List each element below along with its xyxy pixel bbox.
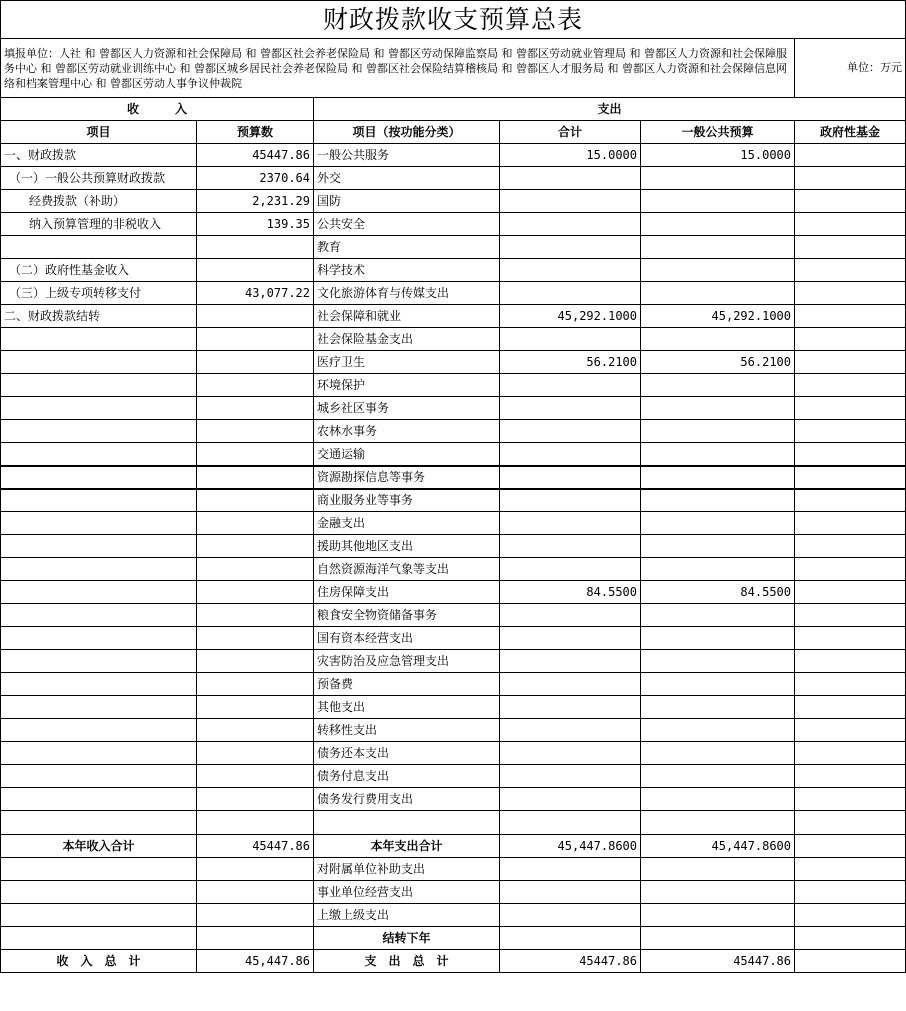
- carry-fund: [795, 927, 906, 950]
- table-row: [1, 420, 906, 443]
- expense-fund: [795, 858, 906, 881]
- expense-total: [500, 397, 641, 420]
- table-row: [1, 213, 906, 236]
- income-value: [197, 351, 314, 374]
- year-expense-general: 45,447.8600: [641, 835, 795, 858]
- expense-general: [641, 489, 795, 512]
- expense-fund: [795, 259, 906, 282]
- expense-fund: [795, 627, 906, 650]
- expense-general: [641, 696, 795, 719]
- table-row: [1, 305, 906, 328]
- expense-general: [641, 443, 795, 466]
- expense-total: [500, 167, 641, 190]
- expense-fund: [795, 581, 906, 604]
- expense-item: 其他支出: [314, 696, 500, 719]
- table-row: [1, 535, 906, 558]
- expense-fund: [795, 650, 906, 673]
- expense-item: 上缴上级支出: [314, 904, 500, 927]
- income-value: [197, 466, 314, 489]
- expense-total: [500, 282, 641, 305]
- expense-item: 资源勘探信息等事务: [314, 466, 500, 489]
- income-value: [197, 604, 314, 627]
- income-item: 二、财政拨款结转: [1, 305, 197, 328]
- expense-general: [641, 259, 795, 282]
- table-row: [1, 512, 906, 535]
- income-item: [1, 397, 197, 420]
- empty-cell: [197, 881, 314, 904]
- page-title: 财政拨款收支预算总表: [1, 1, 906, 39]
- tail-row: [1, 858, 906, 881]
- tail-row: [1, 904, 906, 927]
- expense-item: 科学技术: [314, 259, 500, 282]
- income-value: [197, 742, 314, 765]
- year-income-label: 本年收入合计: [1, 835, 197, 858]
- income-item: [1, 420, 197, 443]
- col-budget-header: 预算数: [197, 121, 314, 144]
- expense-fund: [795, 236, 906, 259]
- income-item: （二）政府性基金收入: [1, 259, 197, 282]
- empty-cell: [314, 811, 500, 835]
- table-row: [1, 397, 906, 420]
- expense-fund: [795, 788, 906, 811]
- income-item: 一、财政拨款: [1, 144, 197, 167]
- unit-row: [1, 39, 906, 98]
- table-row: [1, 167, 906, 190]
- expense-item: 教育: [314, 236, 500, 259]
- income-value: [197, 581, 314, 604]
- expense-item: 转移性支出: [314, 719, 500, 742]
- expense-fund: [795, 512, 906, 535]
- expense-total: [500, 213, 641, 236]
- expense-fund: [795, 351, 906, 374]
- expense-general: [641, 466, 795, 489]
- expense-general: [641, 858, 795, 881]
- expense-item: 农林水事务: [314, 420, 500, 443]
- expense-fund: [795, 765, 906, 788]
- expense-fund: [795, 604, 906, 627]
- income-item: [1, 558, 197, 581]
- expense-fund: [795, 397, 906, 420]
- expense-total: [500, 558, 641, 581]
- table-row: [1, 236, 906, 259]
- expense-total: [500, 420, 641, 443]
- expense-general: 56.2100: [641, 351, 795, 374]
- expense-total: [500, 489, 641, 512]
- income-value: [197, 673, 314, 696]
- expense-fund: [795, 904, 906, 927]
- year-expense-label: 本年支出合计: [314, 835, 500, 858]
- income-value: [197, 788, 314, 811]
- expense-total: [500, 190, 641, 213]
- table-row: [1, 282, 906, 305]
- expense-total: [500, 535, 641, 558]
- expense-fund: [795, 466, 906, 489]
- expense-general: [641, 604, 795, 627]
- expense-general: [641, 719, 795, 742]
- expense-total: [500, 765, 641, 788]
- income-item: [1, 604, 197, 627]
- empty-cell: [197, 811, 314, 835]
- income-item: [1, 466, 197, 489]
- expense-item: 金融支出: [314, 512, 500, 535]
- expense-fund: [795, 742, 906, 765]
- expense-total: [500, 742, 641, 765]
- table-row: [1, 328, 906, 351]
- income-item: [1, 650, 197, 673]
- expense-item: 公共安全: [314, 213, 500, 236]
- income-item: [1, 765, 197, 788]
- expense-general: 15.0000: [641, 144, 795, 167]
- income-value: 2,231.29: [197, 190, 314, 213]
- year-total-row: [1, 835, 906, 858]
- table-row: [1, 788, 906, 811]
- income-value: [197, 535, 314, 558]
- expense-fund: [795, 881, 906, 904]
- expense-general: [641, 420, 795, 443]
- expense-item: 灾害防治及应急管理支出: [314, 650, 500, 673]
- expense-item: 社会保险基金支出: [314, 328, 500, 351]
- expense-general: [641, 190, 795, 213]
- income-value: [197, 512, 314, 535]
- expense-total: 84.5500: [500, 581, 641, 604]
- table-row: [1, 374, 906, 397]
- income-value: [197, 259, 314, 282]
- empty-cell: [1, 927, 197, 950]
- expense-fund: [795, 213, 906, 236]
- expense-general: [641, 535, 795, 558]
- expense-item: 文化旅游体育与传媒支出: [314, 282, 500, 305]
- expense-item: 粮食安全物资储备事务: [314, 604, 500, 627]
- table-row: [1, 742, 906, 765]
- income-value: [197, 443, 314, 466]
- section-header-row: [1, 98, 906, 121]
- income-item: [1, 236, 197, 259]
- expense-item: 社会保障和就业: [314, 305, 500, 328]
- income-value: 43,077.22: [197, 282, 314, 305]
- table-row: [1, 351, 906, 374]
- income-value: 2370.64: [197, 167, 314, 190]
- year-expense-total: 45,447.8600: [500, 835, 641, 858]
- expense-general: [641, 328, 795, 351]
- income-value: 45447.86: [197, 144, 314, 167]
- expense-general: [641, 627, 795, 650]
- empty-cell: [1, 858, 197, 881]
- table-row: [1, 696, 906, 719]
- tail-row: [1, 881, 906, 904]
- table-row: [1, 627, 906, 650]
- income-value: [197, 236, 314, 259]
- empty-cell: [500, 811, 641, 835]
- table-row: [1, 765, 906, 788]
- expense-total: [500, 788, 641, 811]
- expense-fund: [795, 420, 906, 443]
- expense-general: [641, 558, 795, 581]
- expense-general: [641, 213, 795, 236]
- income-value: [197, 328, 314, 351]
- income-value: [197, 719, 314, 742]
- expense-grand-general: 45447.86: [641, 950, 795, 973]
- empty-cell: [197, 927, 314, 950]
- income-value: 139.35: [197, 213, 314, 236]
- expense-fund: [795, 282, 906, 305]
- expense-fund: [795, 719, 906, 742]
- carry-general: [641, 927, 795, 950]
- table-row: [1, 719, 906, 742]
- empty-cell: [1, 881, 197, 904]
- carry-row: [1, 927, 906, 950]
- expense-item: 医疗卫生: [314, 351, 500, 374]
- expense-item: 援助其他地区支出: [314, 535, 500, 558]
- expense-general: [641, 282, 795, 305]
- expense-item: 一般公共服务: [314, 144, 500, 167]
- empty-cell: [197, 858, 314, 881]
- expense-fund: [795, 443, 906, 466]
- expense-item: 住房保障支出: [314, 581, 500, 604]
- income-value: [197, 558, 314, 581]
- expense-item: 债务还本支出: [314, 742, 500, 765]
- expense-total: [500, 696, 641, 719]
- expense-total: [500, 604, 641, 627]
- expense-general: [641, 650, 795, 673]
- expense-total: [500, 627, 641, 650]
- expense-grand-fund: [795, 950, 906, 973]
- table-row: [1, 558, 906, 581]
- expense-total: [500, 673, 641, 696]
- expense-general: [641, 673, 795, 696]
- col-general-header: 一般公共预算: [641, 121, 795, 144]
- expense-total: [500, 374, 641, 397]
- col-item-header: 项目: [1, 121, 197, 144]
- expense-total: [500, 443, 641, 466]
- expense-total: [500, 512, 641, 535]
- income-item: （一）一般公共预算财政拨款: [1, 167, 197, 190]
- expense-item: 国防: [314, 190, 500, 213]
- expense-total: [500, 328, 641, 351]
- table-row: [1, 581, 906, 604]
- income-value: [197, 489, 314, 512]
- expense-general: [641, 788, 795, 811]
- carry-label: 结转下年: [314, 927, 500, 950]
- income-item: [1, 719, 197, 742]
- expense-fund: [795, 535, 906, 558]
- income-total-label: 收 入 总 计: [1, 950, 197, 973]
- income-item: 纳入预算管理的非税收入: [1, 213, 197, 236]
- year-income-value: 45447.86: [197, 835, 314, 858]
- table-row: [1, 673, 906, 696]
- expense-item: 商业服务业等事务: [314, 489, 500, 512]
- expense-total: [500, 719, 641, 742]
- expense-total: [500, 650, 641, 673]
- empty-cell: [197, 904, 314, 927]
- income-item: [1, 489, 197, 512]
- income-total-value: 45,447.86: [197, 950, 314, 973]
- title-row: [1, 1, 906, 39]
- expense-fund: [795, 167, 906, 190]
- income-value: [197, 305, 314, 328]
- year-expense-fund: [795, 835, 906, 858]
- income-item: [1, 374, 197, 397]
- empty-cell: [641, 811, 795, 835]
- income-item: （三）上级专项转移支付: [1, 282, 197, 305]
- expense-general: [641, 397, 795, 420]
- expense-total: 45,292.1000: [500, 305, 641, 328]
- income-item: [1, 696, 197, 719]
- expense-total: [500, 904, 641, 927]
- income-item: [1, 443, 197, 466]
- unit-label: 单位：万元: [795, 39, 906, 98]
- expense-item: 预备费: [314, 673, 500, 696]
- income-value: [197, 696, 314, 719]
- expense-total: 56.2100: [500, 351, 641, 374]
- income-item: [1, 742, 197, 765]
- expense-total: [500, 236, 641, 259]
- expense-total: [500, 259, 641, 282]
- col-fund-header: 政府性基金: [795, 121, 906, 144]
- income-item: [1, 328, 197, 351]
- income-item: [1, 627, 197, 650]
- income-item: [1, 512, 197, 535]
- income-value: [197, 397, 314, 420]
- empty-cell: [1, 811, 197, 835]
- expense-grand-total: 45447.86: [500, 950, 641, 973]
- expense-general: [641, 167, 795, 190]
- expense-fund: [795, 144, 906, 167]
- expense-fund: [795, 558, 906, 581]
- expense-item: 自然资源海洋气象等支出: [314, 558, 500, 581]
- expense-header: 支出: [314, 98, 906, 121]
- table-row: [1, 489, 906, 512]
- expense-item: 环境保护: [314, 374, 500, 397]
- col-func-header: 项目（按功能分类）: [314, 121, 500, 144]
- expense-general: [641, 881, 795, 904]
- expense-general: [641, 236, 795, 259]
- expense-total: [500, 881, 641, 904]
- income-item: [1, 673, 197, 696]
- expense-general: [641, 904, 795, 927]
- expense-total: [500, 858, 641, 881]
- expense-general: 84.5500: [641, 581, 795, 604]
- income-item: [1, 788, 197, 811]
- col-total-header: 合计: [500, 121, 641, 144]
- income-value: [197, 374, 314, 397]
- empty-cell: [795, 811, 906, 835]
- income-value: [197, 627, 314, 650]
- table-row: [1, 144, 906, 167]
- expense-total: [500, 466, 641, 489]
- expense-general: [641, 512, 795, 535]
- expense-fund: [795, 489, 906, 512]
- column-header-row: [1, 121, 906, 144]
- expense-item: 事业单位经营支出: [314, 881, 500, 904]
- expense-fund: [795, 696, 906, 719]
- expense-general: [641, 742, 795, 765]
- expense-fund: [795, 305, 906, 328]
- expense-item: 债务付息支出: [314, 765, 500, 788]
- income-value: [197, 765, 314, 788]
- filing-unit: 填报单位：人社 和 曾都区人力资源和社会保障局 和 曾都区社会养老保险局 和 曾都区劳动保障监察局 和 曾都区劳动就业管理局 和 曾都区人力资源和社会保障服务中心 和 曾都区劳动就业训练中心 和 曾都区城乡居民社会养老保险局 和 曾都区社会保险结算稽核局 和 曾都区人才服务局 和 曾都区人力资源和社会保障信息网络和档案管理中心 和 曾都区劳动人事争议仲裁院: [1, 39, 795, 98]
- expense-item: 交通运输: [314, 443, 500, 466]
- expense-total: 15.0000: [500, 144, 641, 167]
- expense-item: 债务发行费用支出: [314, 788, 500, 811]
- income-header: 收 入: [1, 98, 314, 121]
- income-value: [197, 650, 314, 673]
- income-value: [197, 420, 314, 443]
- table-row: [1, 259, 906, 282]
- table-row: [1, 604, 906, 627]
- income-item: [1, 351, 197, 374]
- table-row: [1, 466, 906, 489]
- carry-total: [500, 927, 641, 950]
- expense-item: 对附属单位补助支出: [314, 858, 500, 881]
- spacer-row: [1, 811, 906, 835]
- expense-fund: [795, 673, 906, 696]
- expense-item: 城乡社区事务: [314, 397, 500, 420]
- expense-item: 外交: [314, 167, 500, 190]
- income-item: 经费拨款（补助）: [1, 190, 197, 213]
- expense-general: [641, 765, 795, 788]
- income-item: [1, 535, 197, 558]
- table-row: [1, 443, 906, 466]
- table-row: [1, 190, 906, 213]
- expense-item: 国有资本经营支出: [314, 627, 500, 650]
- income-item: [1, 581, 197, 604]
- expense-fund: [795, 374, 906, 397]
- table-row: [1, 650, 906, 673]
- expense-fund: [795, 328, 906, 351]
- expense-general: [641, 374, 795, 397]
- empty-cell: [1, 904, 197, 927]
- grand-total-row: [1, 950, 906, 973]
- expense-total-label: 支 出 总 计: [314, 950, 500, 973]
- expense-general: 45,292.1000: [641, 305, 795, 328]
- expense-fund: [795, 190, 906, 213]
